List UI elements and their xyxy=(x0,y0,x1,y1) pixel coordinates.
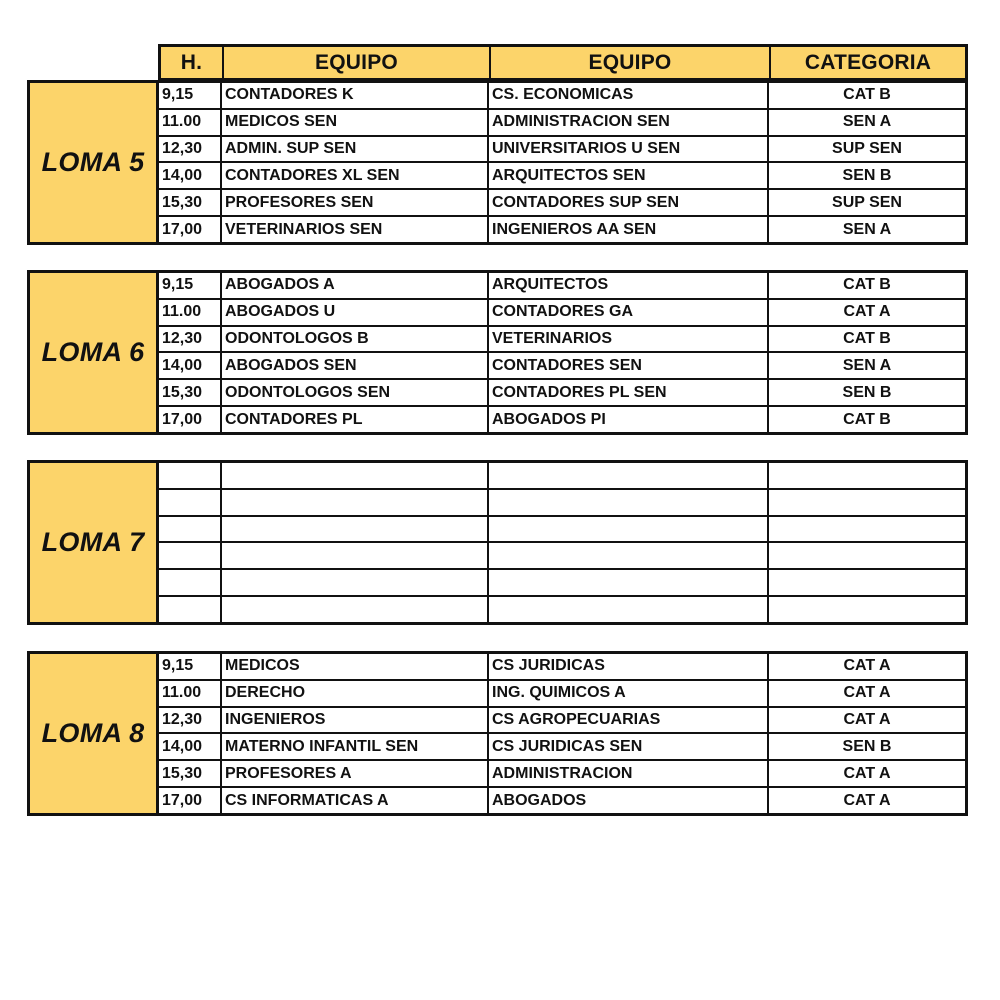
time-cell: 17,00 xyxy=(159,217,222,242)
team2-cell: CS AGROPECUARIAS xyxy=(489,708,769,733)
time-cell: 14,00 xyxy=(159,353,222,378)
time-cell: 11.00 xyxy=(159,300,222,325)
time-cell xyxy=(159,543,222,568)
block-label: LOMA 6 xyxy=(30,273,159,432)
time-cell: 17,00 xyxy=(159,788,222,813)
block-rows xyxy=(159,654,965,813)
table-row xyxy=(159,708,965,735)
category-cell: CAT B xyxy=(843,330,891,348)
table-row xyxy=(159,597,965,622)
header-category: CATEGORIA xyxy=(804,50,932,74)
table-row xyxy=(159,788,965,813)
team1-cell: PROFESORES SEN xyxy=(222,190,489,215)
team2-cell: CONTADORES PL SEN xyxy=(489,380,769,405)
team1-cell xyxy=(222,517,489,542)
time-cell: 12,30 xyxy=(159,137,222,162)
team2-cell: INGENIEROS AA SEN xyxy=(489,217,769,242)
table-row xyxy=(159,163,965,190)
block-label: LOMA 5 xyxy=(30,83,159,242)
team2-cell: ING. QUIMICOS A xyxy=(489,681,769,706)
team2-cell xyxy=(489,570,769,595)
time-cell: 9,15 xyxy=(159,654,222,679)
time-cell: 12,30 xyxy=(159,708,222,733)
time-cell: 14,00 xyxy=(159,163,222,188)
block-label: LOMA 7 xyxy=(30,463,159,622)
category-cell xyxy=(769,463,965,488)
team1-cell xyxy=(222,490,489,515)
table-row xyxy=(159,463,965,490)
time-cell: 17,00 xyxy=(159,407,222,432)
time-cell xyxy=(159,597,222,622)
table-row xyxy=(159,543,965,570)
category-cell: SUP SEN xyxy=(832,193,902,211)
time-cell xyxy=(159,570,222,595)
time-cell: 11.00 xyxy=(159,681,222,706)
team2-cell: ABOGADOS PI xyxy=(489,407,769,432)
category-cell: CAT A xyxy=(843,711,891,729)
category-cell: CAT A xyxy=(843,791,891,809)
category-cell: CAT A xyxy=(843,684,891,702)
team2-cell: ADMINISTRACION xyxy=(489,761,769,786)
category-cell: CAT A xyxy=(843,303,891,321)
category-cell: SEN A xyxy=(842,220,892,238)
team1-cell: MEDICOS xyxy=(222,654,489,679)
table-row xyxy=(159,380,965,407)
schedule-header xyxy=(158,44,968,81)
table-row xyxy=(159,517,965,544)
table-row xyxy=(159,217,965,242)
team2-cell: CONTADORES SUP SEN xyxy=(489,190,769,215)
category-cell xyxy=(769,517,965,542)
team2-cell: UNIVERSITARIOS U SEN xyxy=(489,137,769,162)
time-cell: 12,30 xyxy=(159,327,222,352)
time-cell: 9,15 xyxy=(159,83,222,108)
table-row xyxy=(159,407,965,432)
category-cell: CAT B xyxy=(843,410,891,428)
team2-cell: ARQUITECTOS xyxy=(489,273,769,298)
table-row xyxy=(159,327,965,354)
team1-cell: ABOGADOS A xyxy=(222,273,489,298)
team1-cell: PROFESORES A xyxy=(222,761,489,786)
table-row xyxy=(159,273,965,300)
block-loma-5 xyxy=(27,80,968,245)
table-row xyxy=(159,654,965,681)
team1-cell: ABOGADOS U xyxy=(222,300,489,325)
time-cell: 11.00 xyxy=(159,110,222,135)
team1-cell xyxy=(222,543,489,568)
table-row xyxy=(159,761,965,788)
table-row xyxy=(159,300,965,327)
team2-cell: ABOGADOS xyxy=(489,788,769,813)
table-row xyxy=(159,190,965,217)
block-rows xyxy=(159,273,965,432)
header-time: H. xyxy=(161,47,224,78)
time-cell: 14,00 xyxy=(159,734,222,759)
team1-cell: ODONTOLOGOS B xyxy=(222,327,489,352)
team1-cell: VETERINARIOS SEN xyxy=(222,217,489,242)
time-cell xyxy=(159,490,222,515)
team2-cell: CONTADORES GA xyxy=(489,300,769,325)
time-cell: 15,30 xyxy=(159,761,222,786)
header-team1: EQUIPO xyxy=(224,47,491,78)
time-cell xyxy=(159,463,222,488)
category-cell: CAT B xyxy=(843,86,891,104)
team1-cell: CS INFORMATICAS A xyxy=(222,788,489,813)
category-cell xyxy=(769,570,965,595)
team1-cell xyxy=(222,463,489,488)
team2-cell: CS JURIDICAS xyxy=(489,654,769,679)
team1-cell: CONTADORES XL SEN xyxy=(222,163,489,188)
category-cell xyxy=(769,490,965,515)
time-cell xyxy=(159,517,222,542)
table-row xyxy=(159,137,965,164)
team1-cell: ABOGADOS SEN xyxy=(222,353,489,378)
team2-cell xyxy=(489,490,769,515)
team2-cell xyxy=(489,597,769,622)
table-row xyxy=(159,490,965,517)
header-team2: EQUIPO xyxy=(491,47,771,78)
category-cell xyxy=(769,543,965,568)
team1-cell: DERECHO xyxy=(222,681,489,706)
team2-cell: VETERINARIOS xyxy=(489,327,769,352)
block-loma-7 xyxy=(27,460,968,625)
block-loma-8 xyxy=(27,651,968,816)
table-row xyxy=(159,734,965,761)
block-rows xyxy=(159,83,965,242)
block-loma-6 xyxy=(27,270,968,435)
block-rows xyxy=(159,463,965,622)
team2-cell: CS. ECONOMICAS xyxy=(489,83,769,108)
table-row xyxy=(159,83,965,110)
team1-cell: CONTADORES K xyxy=(222,83,489,108)
team2-cell: CONTADORES SEN xyxy=(489,353,769,378)
time-cell: 15,30 xyxy=(159,380,222,405)
team2-cell: CS JURIDICAS SEN xyxy=(489,734,769,759)
team2-cell xyxy=(489,517,769,542)
category-cell xyxy=(769,597,965,622)
table-row xyxy=(159,570,965,597)
category-cell: CAT A xyxy=(843,657,891,675)
table-row xyxy=(159,353,965,380)
team2-cell: ARQUITECTOS SEN xyxy=(489,163,769,188)
team2-cell: ADMINISTRACION SEN xyxy=(489,110,769,135)
category-cell: CAT B xyxy=(843,276,891,294)
table-row xyxy=(159,681,965,708)
table-row xyxy=(159,110,965,137)
category-cell: SUP SEN xyxy=(832,140,902,158)
team2-cell xyxy=(489,463,769,488)
team1-cell: ODONTOLOGOS SEN xyxy=(222,380,489,405)
team1-cell xyxy=(222,597,489,622)
category-cell: SEN B xyxy=(842,166,892,184)
team1-cell: INGENIEROS xyxy=(222,708,489,733)
team1-cell: MATERNO INFANTIL SEN xyxy=(222,734,489,759)
category-cell: SEN B xyxy=(842,383,892,401)
team1-cell: ADMIN. SUP SEN xyxy=(222,137,489,162)
block-label: LOMA 8 xyxy=(30,654,159,813)
team2-cell xyxy=(489,543,769,568)
team1-cell xyxy=(222,570,489,595)
time-cell: 9,15 xyxy=(159,273,222,298)
team1-cell: CONTADORES PL xyxy=(222,407,489,432)
category-cell: SEN A xyxy=(842,113,892,131)
category-cell: SEN A xyxy=(842,356,892,374)
category-cell: CAT A xyxy=(843,764,891,782)
category-cell: SEN B xyxy=(842,737,892,755)
team1-cell: MEDICOS SEN xyxy=(222,110,489,135)
time-cell: 15,30 xyxy=(159,190,222,215)
